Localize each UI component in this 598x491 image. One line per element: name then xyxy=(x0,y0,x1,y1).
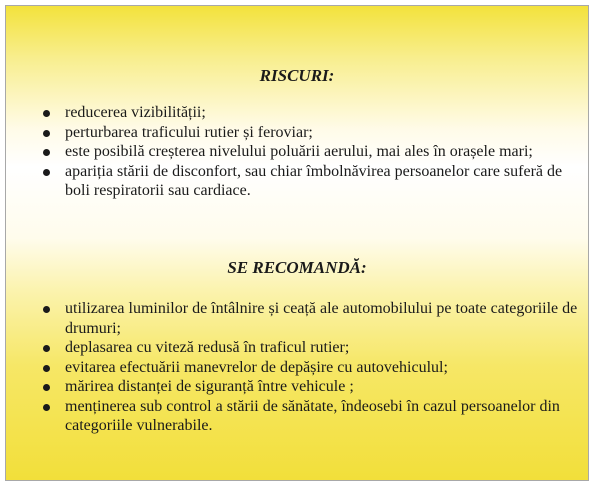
list-item xyxy=(6,358,588,378)
list-item xyxy=(6,103,588,123)
list-item-text: evitarea efectuării manevrelor de depășire cu autovehiculul; xyxy=(65,358,448,376)
bullet-icon xyxy=(43,149,50,156)
risks-heading: RISCURI: xyxy=(259,66,335,85)
list-item-text: mărirea distanței de siguranță între vehicule ; xyxy=(65,378,354,395)
recommendations-list xyxy=(6,299,588,436)
bullet-icon xyxy=(43,169,50,176)
list-item-text: utilizarea luminilor de întâlnire și ceață ale automobilului pe toate categoriile de drumuri; xyxy=(65,300,578,337)
list-item xyxy=(6,142,588,162)
list-item-text: reducerea vizibilității; xyxy=(65,104,206,121)
list-item xyxy=(6,397,588,436)
bullet-icon xyxy=(43,110,50,117)
advisory-panel xyxy=(5,5,589,481)
list-item xyxy=(6,338,588,358)
bullet-icon xyxy=(43,404,50,411)
list-item xyxy=(6,377,588,397)
bullet-icon xyxy=(43,384,50,391)
risks-list xyxy=(6,103,588,201)
bullet-icon xyxy=(43,130,50,137)
bullet-icon xyxy=(43,365,50,372)
list-item-text: perturbarea traficului rutier și feroviar; xyxy=(65,123,313,141)
bullet-icon xyxy=(43,306,50,313)
list-item xyxy=(6,299,588,338)
bullet-icon xyxy=(43,345,50,352)
list-item-text: apariția stării de disconfort, sau chiar îmbolnăvirea persoanelor care suferă de boli respiratorii sau cardiace. xyxy=(65,162,563,199)
list-item xyxy=(6,123,588,143)
list-item-text: este posibilă creșterea nivelului poluării aerului, mai ales în orașele mari; xyxy=(65,143,533,160)
list-item xyxy=(6,162,588,201)
list-item-text: deplasarea cu viteză redusă în traficul rutier; xyxy=(65,339,350,356)
list-item-text: menținerea sub control a stării de sănătate, îndeosebi în cazul persoanelor din categoriile vulnerabile. xyxy=(65,397,560,434)
recommendations-heading: SE RECOMANDĂ: xyxy=(227,258,367,277)
